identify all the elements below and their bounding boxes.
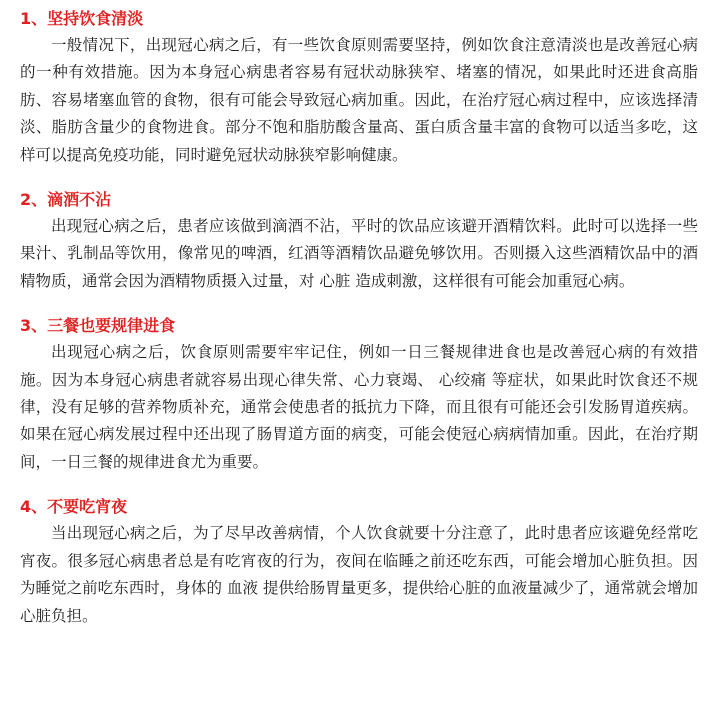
section-paragraph: 出现冠心病之后，饮食原则需要牢牢记住，例如一日三餐规律进食也是改善冠心病的有效措施。因为本身冠心病患者就容易出现心律失常、心力衰竭、 心绞痛 等症状，如果此时饮食还不规律，没有足够的营养物质补充，通常会使患者的抵抗力下降，而且很有可能还会引发肠胃道疾病。如果在冠心病发展过程中还出现了肠胃道方面的病变，可能会使冠心病病情加重。因此，在治疗期间，一日三餐的规律进食尤为重要。: [20, 343, 698, 471]
section-paragraph: 出现冠心病之后，患者应该做到滴酒不沾，平时的饮品应该避开酒精饮料。此时可以选择一些果汁、乳制品等饮用，像常见的啤酒，红酒等酒精饮品避免够饮用。否则摄入这些酒精饮品中的酒精物质，通常会因为酒精物质摄入过量，对 心脏 造成刺激，这样很有可能会加重冠心病。: [20, 217, 698, 290]
section-heading: 3、三餐也要规律进食: [20, 316, 176, 336]
section-no-alcohol: [20, 187, 698, 295]
section-light-diet: [20, 6, 698, 169]
section-paragraph: 当出现冠心病之后，为了尽早改善病情，个人饮食就要十分注意了，此时患者应该避免经常吃宵夜。很多冠心病患者总是有吃宵夜的行为，夜间在临睡之前还吃东西，可能会增加心脏负担。因为睡觉之前吃东西时，身体的 血液 提供给肠胃量更多，提供给心脏的血液量减少了，通常就会增加心脏负担。: [20, 524, 698, 625]
section-heading: 4、不要吃宵夜: [20, 497, 128, 517]
section-regular-meals: [20, 313, 698, 476]
section-heading: 1、坚持饮食清淡: [20, 9, 144, 28]
section-heading: 2、滴酒不沾: [20, 190, 112, 210]
section-no-late-snacks: [20, 494, 698, 630]
section-paragraph: 一般情况下，出现冠心病之后，有一些饮食原则需要坚持，例如饮食注意清淡也是改善冠心病的一种有效措施。因为本身冠心病患者容易有冠状动脉狭窄、堵塞的情况，如果此时还进食高脂肪、容易堵塞血管的食物，很有可能会导致冠心病加重。因此，在治疗冠心病过程中，应该选择清淡、脂肪含量少的食物进食。部分不饱和脂肪酸含量高、蛋白质含量丰富的食物可以适当多吃，这样可以提高免疫功能，同时避免冠状动脉狭窄影响健康。: [20, 36, 698, 164]
